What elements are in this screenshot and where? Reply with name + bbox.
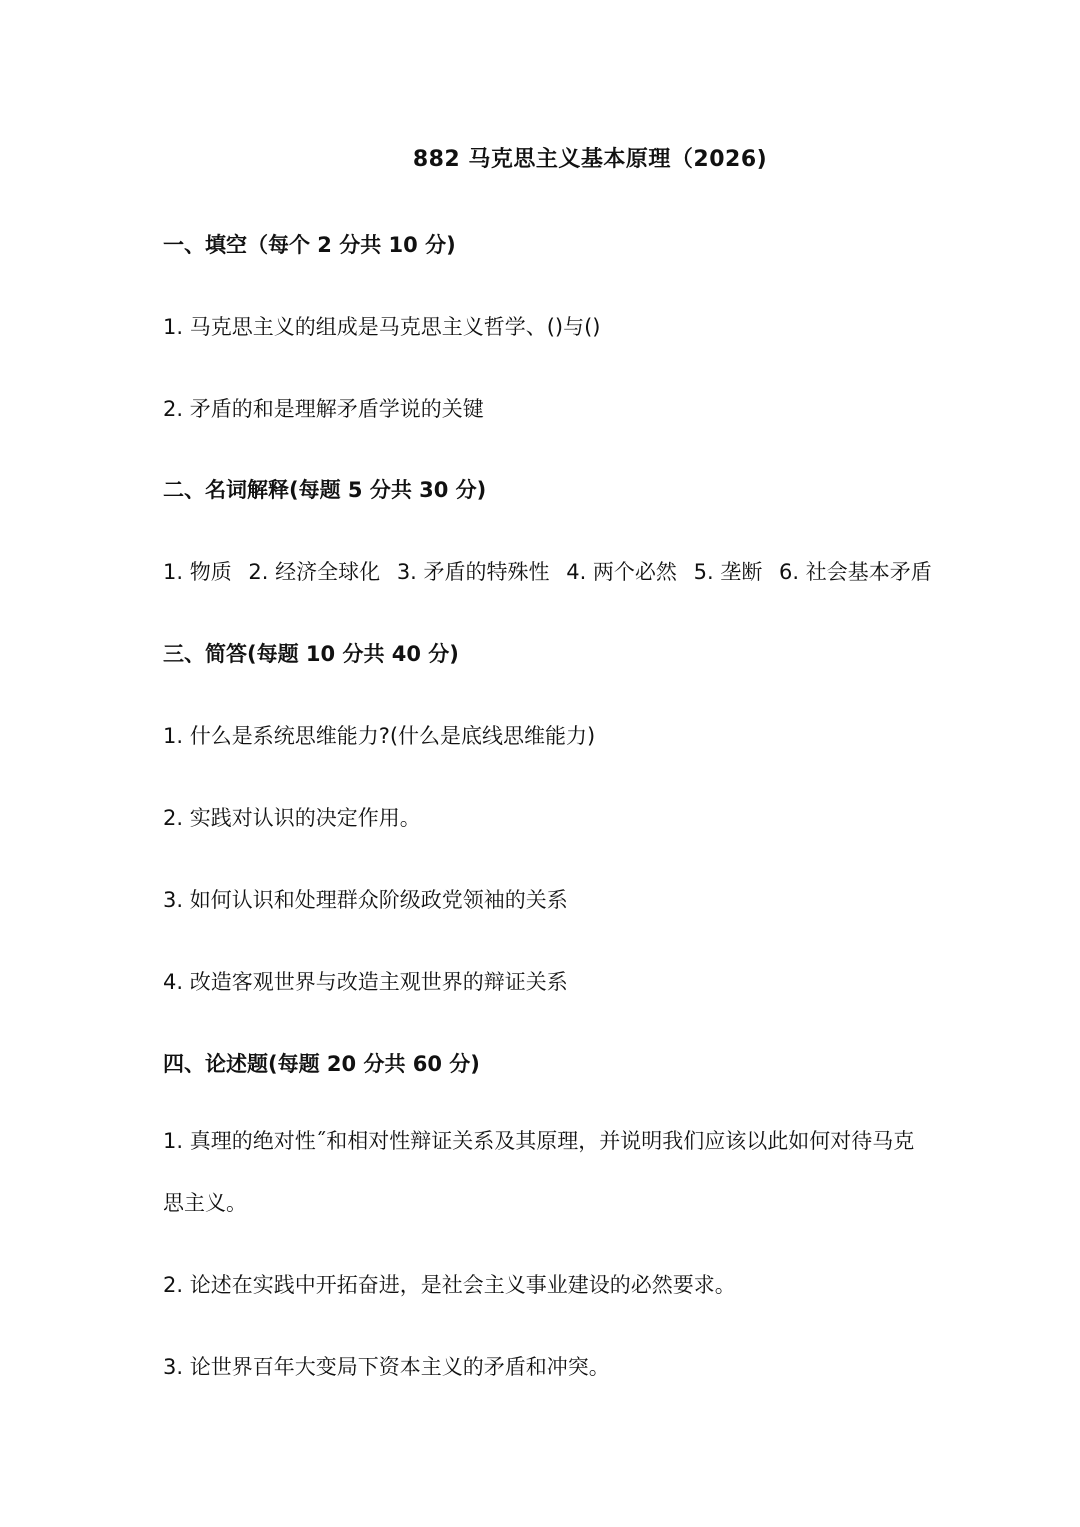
term-item: 4. 两个必然 [566, 560, 677, 584]
page-title: 882 马克思主义基本原理（2026) [412, 147, 768, 172]
question-item: 1. 马克思主义的组成是马克思主义哲学、()与() [163, 315, 601, 339]
term-list [163, 556, 942, 586]
section-heading-fill-blank: 一、填空（每个 2 分共 10 分) [163, 233, 456, 257]
question-item: 2. 论述在实践中开拓奋进，是社会主义事业建设的必然要求。 [163, 1273, 736, 1297]
question-item: 3. 论世界百年大变局下资本主义的矛盾和冲突。 [163, 1355, 610, 1379]
question-item: 1. 什么是系统思维能力?(什么是底线思维能力) [163, 724, 596, 748]
question-item: 2. 实践对认识的决定作用。 [163, 806, 421, 830]
term-item: 5. 垄断 [693, 560, 763, 584]
section-heading-term-explanation: 二、名词解释(每题 5 分共 30 分) [163, 478, 487, 502]
question-item: 3. 如何认识和处理群众阶级政党领袖的关系 [163, 888, 568, 912]
question-item: 1. 真理的绝对性˝和相对性辩证关系及其原理，并说明我们应该以此如何对待马克思主义。 [163, 1129, 915, 1215]
term-item: 1. 物质 [163, 560, 232, 584]
term-item: 6. 社会基本矛盾 [779, 560, 932, 584]
term-item: 3. 矛盾的特殊性 [396, 560, 550, 584]
term-item: 2. 经济全球化 [248, 560, 381, 584]
section-heading-short-answer: 三、简答(每题 10 分共 40 分) [163, 642, 459, 666]
question-item: 4. 改造客观世界与改造主观世界的辩证关系 [163, 970, 568, 994]
question-item: 2. 矛盾的和是理解矛盾学说的关键 [163, 397, 484, 421]
section-heading-essay: 四、论述题(每题 20 分共 60 分) [163, 1052, 480, 1076]
